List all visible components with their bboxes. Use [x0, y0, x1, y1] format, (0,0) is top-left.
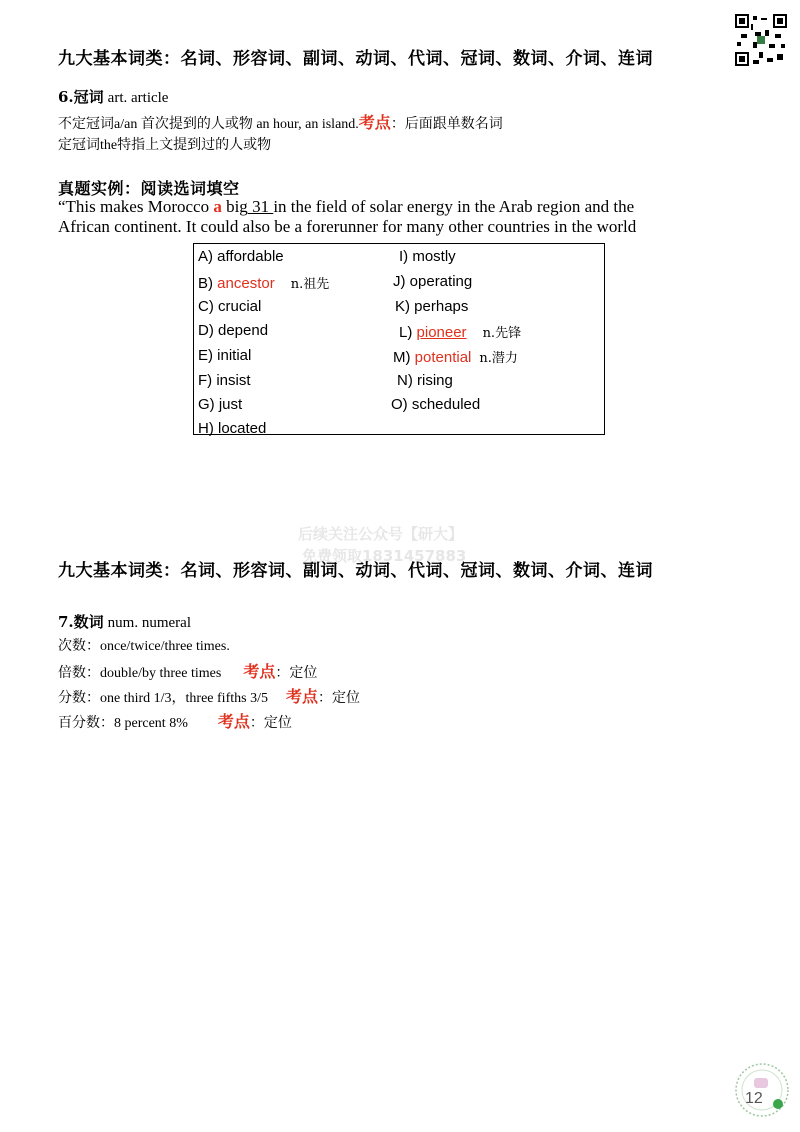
line-note: ：定位	[317, 691, 360, 706]
section-7-heading: 7.数词	[58, 613, 104, 631]
option-gloss: n.先锋	[482, 326, 522, 341]
line-text: 百分数：8 percent 8%	[58, 716, 188, 731]
option-h: H) located	[198, 420, 267, 437]
line1-text: 不定冠词a/an 首次提到的人或物 an hour, an island.	[58, 117, 359, 132]
option-gloss: n.潜力	[479, 351, 518, 366]
line1-note: ：后面跟单数名词	[390, 117, 503, 132]
example-title: 真题实例：阅读选词填空	[58, 179, 240, 198]
example-sentence-line-1	[58, 197, 634, 217]
section-7-line-4	[58, 709, 292, 732]
word-bank-box	[193, 243, 605, 435]
option-word: potential	[414, 349, 472, 366]
key-point-label: 考点	[285, 689, 318, 706]
highlighted-article: a	[213, 197, 222, 216]
page-number: 12	[745, 1090, 763, 1107]
section-header-word-classes: 九大基本词类：名词、形容词、副词、动词、代词、冠词、数词、介词、连词	[58, 49, 653, 69]
option-n: N) rising	[397, 372, 453, 389]
section-7-title	[58, 611, 191, 632]
option-letter: B)	[198, 275, 218, 292]
option-j: J) operating	[393, 273, 473, 290]
section-6-line-1	[58, 110, 503, 133]
section-7-line-1: 次数：once/twice/three times.	[58, 639, 230, 654]
sentence-part: “This makes Morocco	[58, 197, 214, 216]
option-word: ancestor	[217, 275, 275, 292]
option-l	[399, 322, 521, 341]
option-c: C) crucial	[198, 298, 262, 315]
watermark-line-2: 免费领取1831457883	[302, 547, 467, 565]
sentence-part: in the field of solar energy in the Arab region and the	[273, 197, 635, 216]
option-e: E) initial	[198, 347, 252, 364]
watermark-line-1: 后续关注公众号【研大】	[298, 525, 464, 543]
section-6-heading: 6.冠词	[58, 88, 104, 106]
qr-code-icon	[735, 14, 787, 66]
section-7-english: num. numeral	[107, 615, 191, 631]
section-7-line-3	[58, 684, 360, 707]
key-point-label: 考点	[217, 714, 250, 731]
section-6-title	[58, 86, 168, 107]
line-text: 倍数：double/by three times	[58, 666, 222, 681]
option-g: G) just	[198, 396, 243, 413]
option-k: K) perhaps	[395, 298, 469, 315]
line-text: 分数：one third 1/3，three fifths 3/5	[58, 691, 268, 706]
section-6-english: art. article	[107, 90, 169, 106]
line-note: ：定位	[275, 666, 318, 681]
section-header-word-classes-2: 九大基本词类：名词、形容词、副词、动词、代词、冠词、数词、介词、连词	[58, 561, 653, 581]
key-point-label: 考点	[243, 664, 276, 681]
option-gloss: n.祖先	[290, 277, 330, 292]
option-m	[393, 347, 518, 366]
option-d: D) depend	[198, 322, 269, 339]
option-word: pioneer	[416, 324, 467, 341]
blank-31: 31	[247, 197, 274, 216]
section-6-line-2: 定冠词the特指上文提到过的人或物	[58, 138, 272, 153]
sentence-part: big	[221, 197, 248, 216]
section-7-line-2	[58, 659, 317, 682]
key-point-label: 考点	[358, 115, 391, 132]
option-letter: M)	[393, 349, 415, 366]
option-i: I) mostly	[399, 248, 456, 265]
option-f: F) insist	[198, 372, 251, 389]
example-sentence-line-2: African continent. It could also be a forerunner for many other countries in the world	[58, 217, 637, 236]
option-letter: L)	[399, 324, 417, 341]
line-note: ：定位	[249, 716, 292, 731]
option-a: A) affordable	[198, 248, 284, 265]
option-o: O) scheduled	[391, 396, 481, 413]
option-b	[198, 273, 329, 292]
